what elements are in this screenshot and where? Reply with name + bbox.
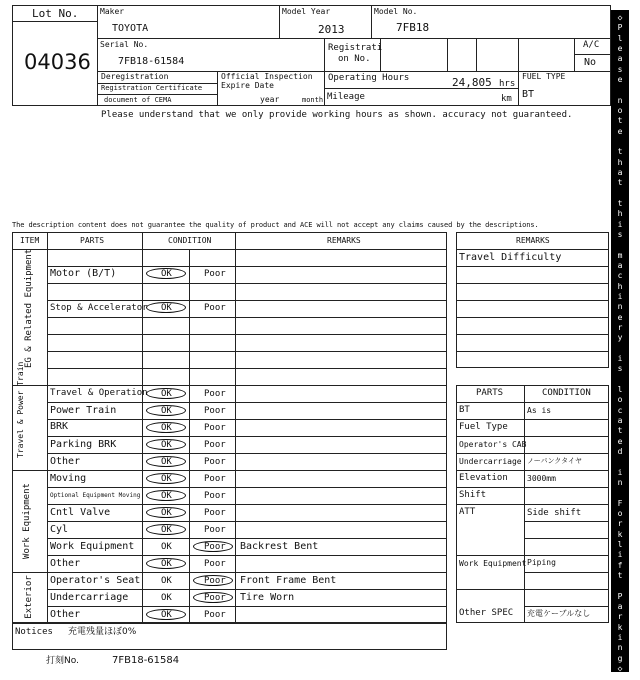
- year-label: year: [260, 95, 280, 104]
- spec-part-other-spec: Other SPEC: [459, 608, 514, 618]
- sidebar-char: o: [617, 509, 623, 518]
- mileage-label: Mileage: [327, 92, 365, 102]
- sidebar-char: d: [617, 447, 623, 456]
- condition-poor: Poor: [204, 389, 226, 399]
- sidebar-char: k: [617, 622, 623, 632]
- condition-poor: Poor: [204, 269, 226, 279]
- registration-certificate-label: Registration Certificate: [101, 84, 203, 92]
- sidebar-char: s: [617, 364, 623, 374]
- fuel-type-value: BT: [522, 89, 535, 100]
- cema-document-label: document of CEMA: [104, 96, 172, 104]
- sidebar-char: m: [617, 250, 623, 260]
- location-notice-sidebar: [611, 10, 629, 672]
- spec-part-undercarriage: Undercarriage: [459, 457, 522, 466]
- part-cntl-valve: Cntl Valve: [50, 507, 111, 518]
- model-year-label: Model Year: [282, 7, 331, 16]
- sidebar-char: t: [617, 178, 623, 188]
- sidebar-char: c: [617, 271, 623, 281]
- hours-unit: hrs: [499, 79, 516, 89]
- spec-part-work-equipment: Work Equipment: [459, 559, 527, 568]
- model-no-label: Model No.: [374, 7, 418, 16]
- sidebar-char: t: [617, 199, 623, 208]
- remark-front-frame-bent: Front Frame Bent: [240, 575, 337, 586]
- fuel-type-label: FUEL TYPE: [522, 72, 566, 81]
- lot-label: Lot No.: [32, 7, 79, 20]
- sidebar-char: n: [617, 478, 623, 487]
- remarks-header: REMARKS: [516, 236, 550, 245]
- sidebar-char: t: [617, 571, 623, 580]
- part-optional-equipment-moving: Optional Equipment Moving: [50, 492, 141, 499]
- remark-backrest-bent: Backrest Bent: [240, 541, 319, 552]
- condition-ok: OK: [161, 610, 172, 620]
- month-label: month: [302, 96, 324, 104]
- group-travel-power-train: Travel & Power Train: [16, 361, 25, 458]
- sidebar-char: i: [617, 219, 623, 229]
- inspection-label-2: Expire Date: [221, 81, 274, 90]
- col-remarks-header: REMARKS: [327, 236, 361, 245]
- condition-poor: Poor: [204, 406, 226, 416]
- sidebar-char: s: [617, 64, 623, 74]
- condition-ok: OK: [161, 491, 172, 501]
- sidebar-char: P: [617, 591, 623, 601]
- spec-part-operators-cab: Operator's CAB: [459, 440, 527, 449]
- condition-poor: Poor: [204, 303, 226, 313]
- sidebar-char: r: [617, 612, 623, 622]
- sidebar-char: r: [617, 323, 623, 332]
- hours-value: 24,805: [452, 76, 492, 89]
- part-cyl: Cyl: [50, 524, 69, 535]
- sidebar-char: F: [617, 498, 623, 508]
- sidebar-char: o: [617, 395, 623, 405]
- condition-ok: OK: [161, 303, 172, 313]
- travel-difficulty-label: Travel Difficulty: [459, 252, 562, 263]
- sidebar-char: h: [617, 157, 623, 167]
- part-exterior-other: Other: [50, 609, 81, 620]
- part-undercarriage: Undercarriage: [50, 592, 129, 603]
- part-operators-seat: Operator's Seat: [50, 575, 141, 586]
- spec-part-fuel-type: Fuel Type: [459, 422, 508, 432]
- sidebar-char: a: [617, 602, 623, 611]
- sidebar-char: i: [617, 292, 623, 301]
- sidebar-char: e: [617, 126, 623, 136]
- sidebar-char: ◇: [617, 13, 623, 22]
- condition-ok: OK: [161, 457, 172, 467]
- hours-label: Operating Hours: [328, 73, 410, 83]
- part-travel-operation: Travel & Operation: [50, 388, 148, 398]
- ac-label: A/C: [583, 40, 600, 50]
- hours-accuracy-notice: Please understand that we only provide working hours as shown. accuracy not guaranteed.: [101, 110, 573, 120]
- spec-condition-work-equipment: Piping: [527, 558, 556, 567]
- condition-ok: OK: [161, 542, 172, 552]
- remark-tire-worn: Tire Worn: [240, 592, 295, 603]
- part-brk: BRK: [50, 421, 69, 432]
- sidebar-char: a: [617, 168, 623, 177]
- registration-label-2: on No.: [338, 54, 371, 64]
- sidebar-char: n: [617, 643, 623, 653]
- sidebar-char: g: [617, 653, 623, 663]
- sidebar-char: i: [617, 354, 623, 363]
- condition-poor: Poor: [204, 593, 226, 603]
- part-work-equipment: Work Equipment: [50, 541, 135, 552]
- group-work-equipment: Work Equipment: [22, 483, 32, 559]
- sidebar-char: l: [617, 385, 623, 394]
- condition-poor: Poor: [204, 457, 226, 467]
- condition-ok: OK: [161, 559, 172, 569]
- inspection-label-1: Official Inspection: [221, 72, 313, 81]
- condition-ok: OK: [161, 525, 172, 535]
- spec-condition-undercarriage: ノーパンクタイヤ: [527, 457, 583, 465]
- condition-poor: Poor: [204, 440, 226, 450]
- sidebar-char: h: [617, 281, 623, 291]
- sidebar-char: a: [617, 416, 623, 425]
- condition-ok: OK: [161, 508, 172, 518]
- sidebar-char: s: [617, 230, 623, 239]
- col-condition-header: CONDITION: [168, 236, 212, 245]
- sidebar-char: l: [617, 33, 623, 43]
- sidebar-char: o: [617, 106, 623, 115]
- condition-poor: Poor: [204, 423, 226, 433]
- spec-condition-other-spec: 充電ケーブルなし: [527, 609, 591, 618]
- sidebar-char: e: [617, 436, 623, 446]
- condition-poor: Poor: [204, 559, 226, 569]
- spec-part-shift: Shift: [459, 490, 487, 500]
- condition-poor: Poor: [204, 508, 226, 518]
- condition-ok: OK: [161, 440, 172, 450]
- sidebar-char: t: [617, 147, 623, 157]
- condition-poor: Poor: [204, 610, 226, 620]
- sidebar-char: e: [617, 44, 623, 53]
- condition-ok: OK: [161, 269, 172, 279]
- sidebar-char: r: [617, 519, 623, 529]
- maker-label: Maker: [100, 7, 125, 16]
- condition-poor: Poor: [204, 576, 226, 586]
- sidebar-char: i: [617, 467, 623, 477]
- spec-condition-elevation: 3000mm: [527, 474, 556, 483]
- model-no-value: 7FB18: [396, 21, 430, 34]
- part-motor: Motor (B/T): [50, 268, 117, 279]
- sidebar-char: e: [617, 75, 623, 84]
- sidebar-char: e: [617, 312, 623, 322]
- sidebar-char: l: [617, 540, 623, 549]
- disclaimer-text: The description content does not guarantee the quality of product and ACE will not accept any claims caused by the descriptions.: [12, 221, 539, 229]
- sidebar-char: t: [617, 426, 623, 436]
- condition-ok: OK: [161, 576, 172, 586]
- deregistration-label: Deregistration: [101, 72, 169, 81]
- condition-col-header: CONDITION: [542, 388, 591, 398]
- parts-col-header: PARTS: [476, 388, 504, 398]
- sidebar-char: a: [617, 54, 623, 64]
- condition-poor: Poor: [204, 542, 226, 552]
- sidebar-char: i: [617, 633, 623, 642]
- sidebar-char: t: [617, 116, 623, 126]
- sidebar-char: k: [617, 529, 623, 539]
- model-year-value: 2013: [318, 23, 345, 36]
- condition-poor: Poor: [204, 525, 226, 535]
- sidebar-char: P: [617, 23, 623, 33]
- condition-ok: OK: [161, 406, 172, 416]
- part-stop-accelerator: Stop & Accelerator: [50, 303, 148, 313]
- ac-value: No: [584, 57, 597, 68]
- condition-ok: OK: [161, 474, 172, 484]
- sidebar-char: n: [617, 95, 623, 105]
- spec-part-bt: BT: [459, 405, 470, 415]
- part-power-train: Power Train: [50, 405, 117, 416]
- serial-label: Serial No.: [100, 40, 149, 49]
- lot-number: 04036: [24, 50, 91, 74]
- spec-part-att: ATT: [459, 507, 476, 517]
- condition-ok: OK: [161, 423, 172, 433]
- group-eg-related-equipment: EG & Related Equipment: [24, 248, 34, 368]
- condition-ok: OK: [161, 593, 172, 603]
- group-exterior: Exterior: [24, 575, 34, 619]
- sidebar-char: f: [617, 560, 623, 570]
- registration-label-1: Registrati: [328, 43, 383, 53]
- sidebar-char: ◇: [617, 664, 623, 673]
- spec-condition-bt: As is: [527, 406, 552, 415]
- mileage-unit: km: [501, 94, 512, 104]
- condition-poor: Poor: [204, 474, 226, 484]
- stamp-value: 7FB18-61584: [112, 655, 180, 666]
- spec-part-elevation: Elevation: [459, 473, 508, 483]
- sidebar-char: h: [617, 209, 623, 219]
- notices-value: 充電残量ほぼ0%: [68, 627, 137, 637]
- sidebar-char: a: [617, 261, 623, 270]
- serial-value: 7FB18-61584: [118, 56, 185, 67]
- col-item-header: ITEM: [20, 236, 40, 245]
- condition-ok: OK: [161, 389, 172, 399]
- sidebar-char: n: [617, 302, 623, 312]
- stamp-label: 打刻No.: [46, 656, 79, 666]
- sidebar-char: y: [617, 333, 623, 343]
- col-parts-header: PARTS: [80, 236, 105, 245]
- part-moving: Moving: [50, 473, 87, 484]
- maker-value: TOYOTA: [112, 23, 149, 34]
- part-work-other: Other: [50, 558, 81, 569]
- sidebar-char: c: [617, 405, 623, 415]
- part-travel-other: Other: [50, 456, 81, 467]
- spec-condition-att: Side shift: [527, 508, 582, 518]
- part-parking-brk: Parking BRK: [50, 439, 117, 450]
- condition-poor: Poor: [204, 491, 226, 501]
- notices-label: Notices: [15, 627, 53, 637]
- sidebar-char: i: [617, 550, 623, 560]
